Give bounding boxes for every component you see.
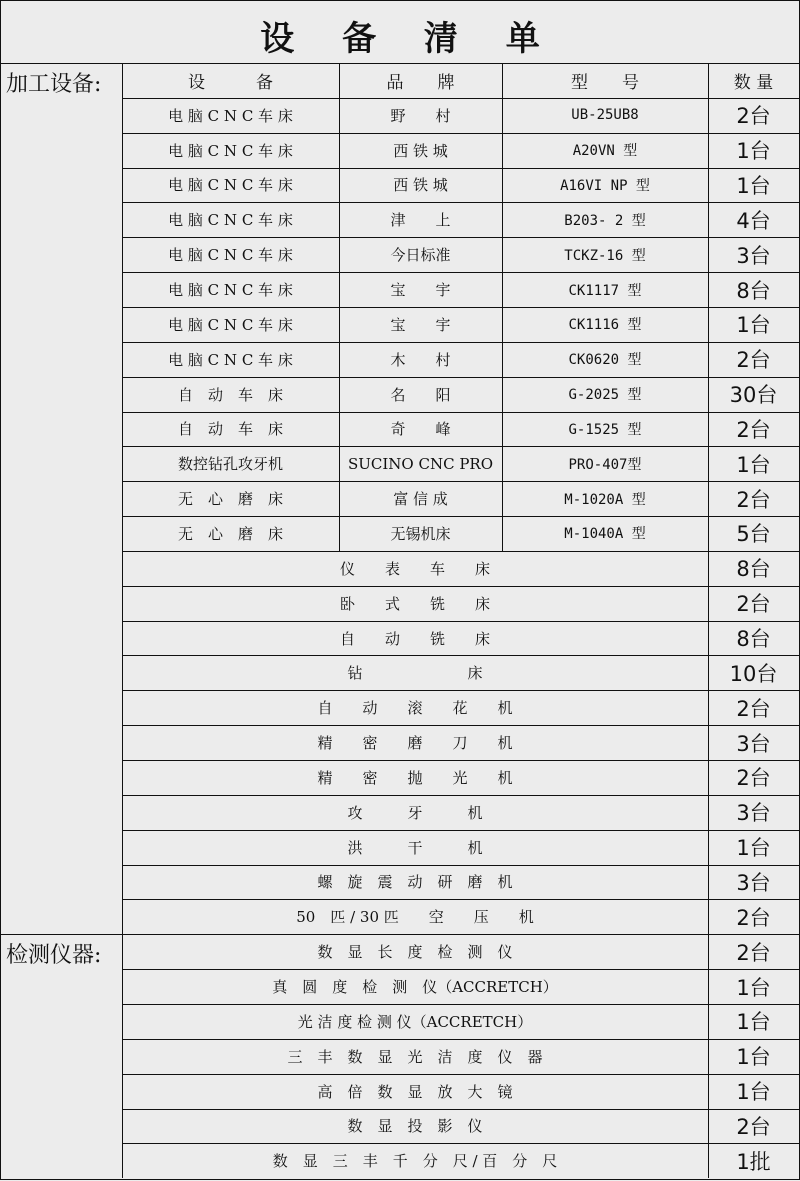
table-row-brand: 无锡机床 (390, 524, 451, 543)
grid-line (122, 133, 799, 134)
grid-line (122, 969, 799, 970)
table-row-brand: SUCINO CNC PRO (347, 454, 494, 473)
table-row-quantity: 2台 (736, 348, 771, 373)
grid-line (122, 1143, 799, 1144)
table-row-model: CK1116 型 (568, 317, 642, 334)
table-row-model: CK1117 型 (568, 282, 642, 299)
table-row-equipment: 数 显 投 影 仪 (347, 1117, 483, 1136)
table-row-model: G-1525 型 (568, 421, 642, 438)
table-row-brand: 宝 宇 (390, 281, 451, 300)
grid-line (122, 551, 799, 552)
grid-line (122, 760, 799, 761)
table-row-brand: 奇 峰 (390, 420, 451, 439)
table-row-equipment: 无 心 磨 床 (177, 524, 283, 543)
category-processing-label: 加工设备: (6, 72, 102, 97)
header-model: 型 号 (571, 72, 639, 93)
table-row-equipment: 三 丰 数 显 光 洁 度 仪 器 (287, 1047, 543, 1066)
table-row-model: G-2025 型 (568, 387, 642, 404)
table-row-brand: 名 阳 (390, 385, 451, 404)
table-row-quantity: 10台 (729, 661, 778, 686)
grid-line (122, 202, 799, 203)
table-row-quantity: 2台 (736, 940, 771, 965)
table-row-brand: 今日标准 (390, 246, 451, 265)
table-row-quantity: 1台 (736, 836, 771, 861)
table-row-brand: 富 信 成 (393, 490, 448, 509)
grid-line (122, 168, 799, 169)
table-row-equipment: 自 动 铣 床 (339, 629, 490, 648)
table-row-equipment: 电 脑 C N C 车 床 (168, 350, 293, 369)
table-row-model: M-1040A 型 (564, 526, 646, 543)
table-row-quantity: 1台 (736, 452, 771, 477)
grid-line (122, 1004, 799, 1005)
table-row-model: A16VI NP 型 (560, 177, 650, 194)
table-row-equipment: 自 动 车 床 (177, 420, 283, 439)
table-row-quantity: 2台 (736, 905, 771, 930)
grid-line (122, 516, 799, 517)
grid-line (122, 412, 799, 413)
table-row-equipment: 螺 旋 震 动 研 磨 机 (317, 873, 513, 892)
table-row-model: M-1020A 型 (564, 491, 646, 508)
grid-line (122, 621, 799, 622)
table-row-equipment: 数控钻孔攻牙机 (177, 455, 283, 474)
table-row-equipment: 数 显 长 度 检 测 仪 (317, 943, 513, 962)
table-row-quantity: 2台 (736, 766, 771, 791)
table-row-equipment: 自 动 车 床 (177, 385, 283, 404)
table-row-equipment: 高 倍 数 显 放 大 镜 (317, 1082, 513, 1101)
grid-line (122, 342, 799, 343)
table-row-brand: 西 铁 城 (393, 176, 448, 195)
grid-line (0, 934, 799, 935)
table-row-quantity: 8台 (736, 557, 771, 582)
table-row-quantity: 3台 (736, 731, 771, 756)
table-row-equipment: 电 脑 C N C 车 床 (168, 315, 293, 334)
grid-line (122, 272, 799, 273)
table-row-equipment: 精 密 磨 刀 机 (317, 734, 513, 753)
table-row-equipment: 电 脑 C N C 车 床 (168, 281, 293, 300)
table-row-quantity: 1台 (736, 139, 771, 164)
grid-line (122, 865, 799, 866)
grid-line (122, 446, 799, 447)
table-row-equipment: 无 心 磨 床 (177, 490, 283, 509)
table-row-brand: 津 上 (390, 211, 451, 230)
grid-line (122, 237, 799, 238)
table-row-brand: 木 村 (390, 350, 451, 369)
table-row-equipment: 电 脑 C N C 车 床 (168, 246, 293, 265)
grid-line (122, 830, 799, 831)
table-row-quantity: 1台 (736, 173, 771, 198)
table-row-quantity: 1台 (736, 1045, 771, 1070)
table-row-quantity: 3台 (736, 243, 771, 268)
table-row-equipment: 卧 式 铣 床 (339, 594, 490, 613)
grid-line (122, 586, 799, 587)
grid-line (122, 690, 799, 691)
table-row-model: CK0620 型 (568, 352, 642, 369)
table-row-equipment: 电 脑 C N C 车 床 (168, 176, 293, 195)
table-row-model: PRO-407型 (568, 456, 642, 473)
table-row-quantity: 3台 (736, 801, 771, 826)
table-row-equipment: 电 脑 C N C 车 床 (168, 211, 293, 230)
table-row-equipment: 光 洁 度 检 测 仪（ACCRETCH） (297, 1012, 533, 1031)
table-row-equipment: 精 密 抛 光 机 (317, 768, 513, 787)
table-row-model: B203- 2 型 (564, 212, 646, 229)
page-title: 设 备 清 单 (260, 19, 558, 59)
grid-line (122, 377, 799, 378)
table-row-equipment: 电 脑 C N C 车 床 (168, 141, 293, 160)
table-row-quantity: 2台 (736, 104, 771, 129)
table-row-quantity: 1台 (736, 1010, 771, 1035)
table-row-quantity: 3台 (736, 870, 771, 895)
table-row-quantity: 4台 (736, 208, 771, 233)
grid-line (122, 1109, 799, 1110)
table-row-quantity: 30台 (729, 383, 778, 408)
grid-line (122, 795, 799, 796)
header-equipment: 设 备 (188, 72, 273, 93)
grid-line (122, 307, 799, 308)
grid-line (122, 481, 799, 482)
table-row-equipment: 真 圆 度 检 测 仪（ACCRETCH） (272, 978, 558, 997)
grid-line (122, 725, 799, 726)
table-row-equipment: 攻 牙 机 (347, 803, 483, 822)
header-quantity: 数 量 (733, 72, 774, 93)
table-row-quantity: 5台 (736, 522, 771, 547)
table-row-quantity: 1台 (736, 313, 771, 338)
table-row-quantity: 1台 (736, 1080, 771, 1105)
grid-line (122, 98, 799, 99)
grid-line (122, 1039, 799, 1040)
header-brand: 品 牌 (386, 72, 455, 93)
table-row-brand: 宝 宇 (390, 315, 451, 334)
table-row-equipment: 电 脑 C N C 车 床 (168, 106, 293, 125)
table-row-equipment: 洪 干 机 (347, 838, 483, 857)
table-row-quantity: 8台 (736, 627, 771, 652)
table-row-equipment: 50 匹 / 30 匹 空 压 机 (296, 908, 534, 927)
table-row-quantity: 2台 (736, 696, 771, 721)
table-row-equipment: 数 显 三 丰 千 分 尺 / 百 分 尺 (272, 1152, 558, 1171)
title-box (0, 0, 800, 64)
table-row-quantity: 2台 (736, 487, 771, 512)
grid-line (122, 655, 799, 656)
table-row-model: A20VN 型 (572, 143, 638, 160)
table-row-equipment: 钻 床 (347, 664, 483, 683)
category-inspection-label: 检测仪器: (6, 943, 102, 969)
table-row-quantity: 8台 (736, 278, 771, 303)
table-row-quantity: 2台 (736, 1114, 771, 1139)
grid-line (122, 1074, 799, 1075)
table-row-brand: 西 铁 城 (393, 141, 448, 160)
table-row-equipment: 自 动 滚 花 机 (317, 699, 513, 718)
grid-line (122, 899, 799, 900)
table-row-quantity: 1台 (736, 975, 771, 1000)
table-row-quantity: 2台 (736, 417, 771, 442)
table-row-model: TCKZ-16 型 (564, 247, 646, 264)
table-row-brand: 野 村 (390, 106, 451, 125)
table-row-quantity: 2台 (736, 592, 771, 617)
table-row-equipment: 仪 表 车 床 (339, 559, 490, 578)
table-row-model: UB-25UB8 (571, 107, 639, 124)
table-row-quantity: 1批 (736, 1149, 771, 1174)
